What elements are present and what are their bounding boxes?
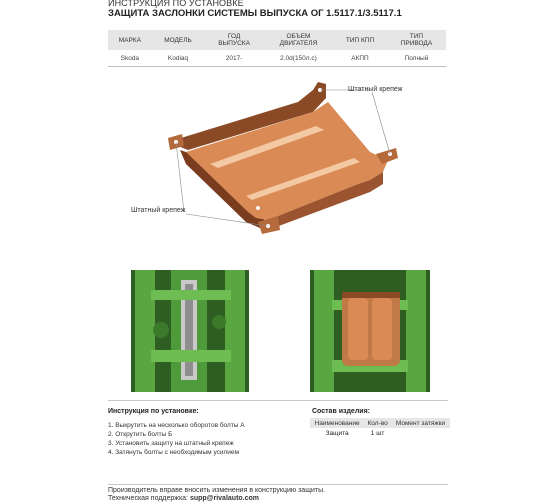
bolt-hole-5: [256, 206, 260, 210]
footer-disclaimer: Производитель вправе вносить изменения в конструкцию защиты.: [108, 487, 326, 494]
skid-plate-illustration: [108, 72, 448, 250]
instruction-step: 1. Выкрутить на несколько оборотов болты А: [108, 422, 245, 429]
spec-header-gearbox: ТИП КПП: [333, 30, 387, 50]
contents-header-row: [310, 418, 450, 428]
contents-torque: [391, 428, 450, 438]
photo-before-install: [131, 270, 249, 392]
spec-engine: 2.0d(150л.с): [280, 54, 317, 62]
instructions-title: Инструкция по установке:: [108, 408, 199, 415]
contents-title: Состав изделия:: [312, 408, 370, 415]
contents-qty: 1 шт: [370, 429, 385, 437]
spec-header-engine: ОБЪЕМ ДВИГАТЕЛЯ: [264, 30, 333, 50]
spec-header-drive: ТИП ПРИВОДА: [387, 30, 446, 50]
spec-table-header-row: [108, 30, 446, 50]
instruction-step: 4. Затянуть болты с необходимым усилием: [108, 449, 240, 456]
spec-table-row: [108, 50, 446, 67]
spec-header-brand: МАРКА: [108, 30, 152, 50]
spec-gearbox: АКПП: [351, 54, 369, 62]
contents-name: Защита: [325, 429, 349, 437]
callout-fastener-bottom: Штатный крепеж: [131, 207, 186, 214]
footer-support-label: Техническая поддержка:: [108, 495, 190, 502]
spec-brand: Skoda: [120, 54, 140, 62]
contents-header-torque: Момент затяжки: [391, 418, 450, 428]
instruction-step: 3. Установить защиту на штатный крепеж: [108, 440, 234, 447]
instruction-step: 2. Открутить болты Б: [108, 431, 173, 438]
spec-header-model: МОДЕЛЬ: [152, 30, 205, 50]
footer-divider: [108, 484, 448, 485]
spec-year: 2017-: [225, 54, 243, 62]
contents-row: [310, 428, 450, 438]
contents-table: [310, 418, 450, 438]
contents-header-name: Наименование: [310, 418, 364, 428]
spec-model: Kodiaq: [167, 54, 189, 62]
callout-fastener-top: Штатный крепеж: [348, 86, 403, 93]
footer-support: [108, 495, 259, 502]
spec-table: [108, 30, 446, 67]
leader-line-top-2: [372, 92, 390, 154]
document-subtitle: ИНСТРУКЦИЯ ПО УСТАНОВКЕ: [108, 0, 244, 8]
document-title: ЗАЩИТА ЗАСЛОНКИ СИСТЕМЫ ВЫПУСКА ОГ 1.5117.1/3.5117.1: [108, 8, 402, 19]
contents-header-qty: Кол-во: [364, 418, 391, 428]
instructions-list: [108, 421, 245, 457]
section-divider: [108, 400, 448, 401]
spec-drive: Полный: [404, 54, 429, 62]
photo-after-install: [310, 270, 430, 392]
spec-header-year: ГОД ВЫПУСКА: [204, 30, 264, 50]
support-email-link[interactable]: supp@rivalauto.com: [189, 495, 260, 502]
